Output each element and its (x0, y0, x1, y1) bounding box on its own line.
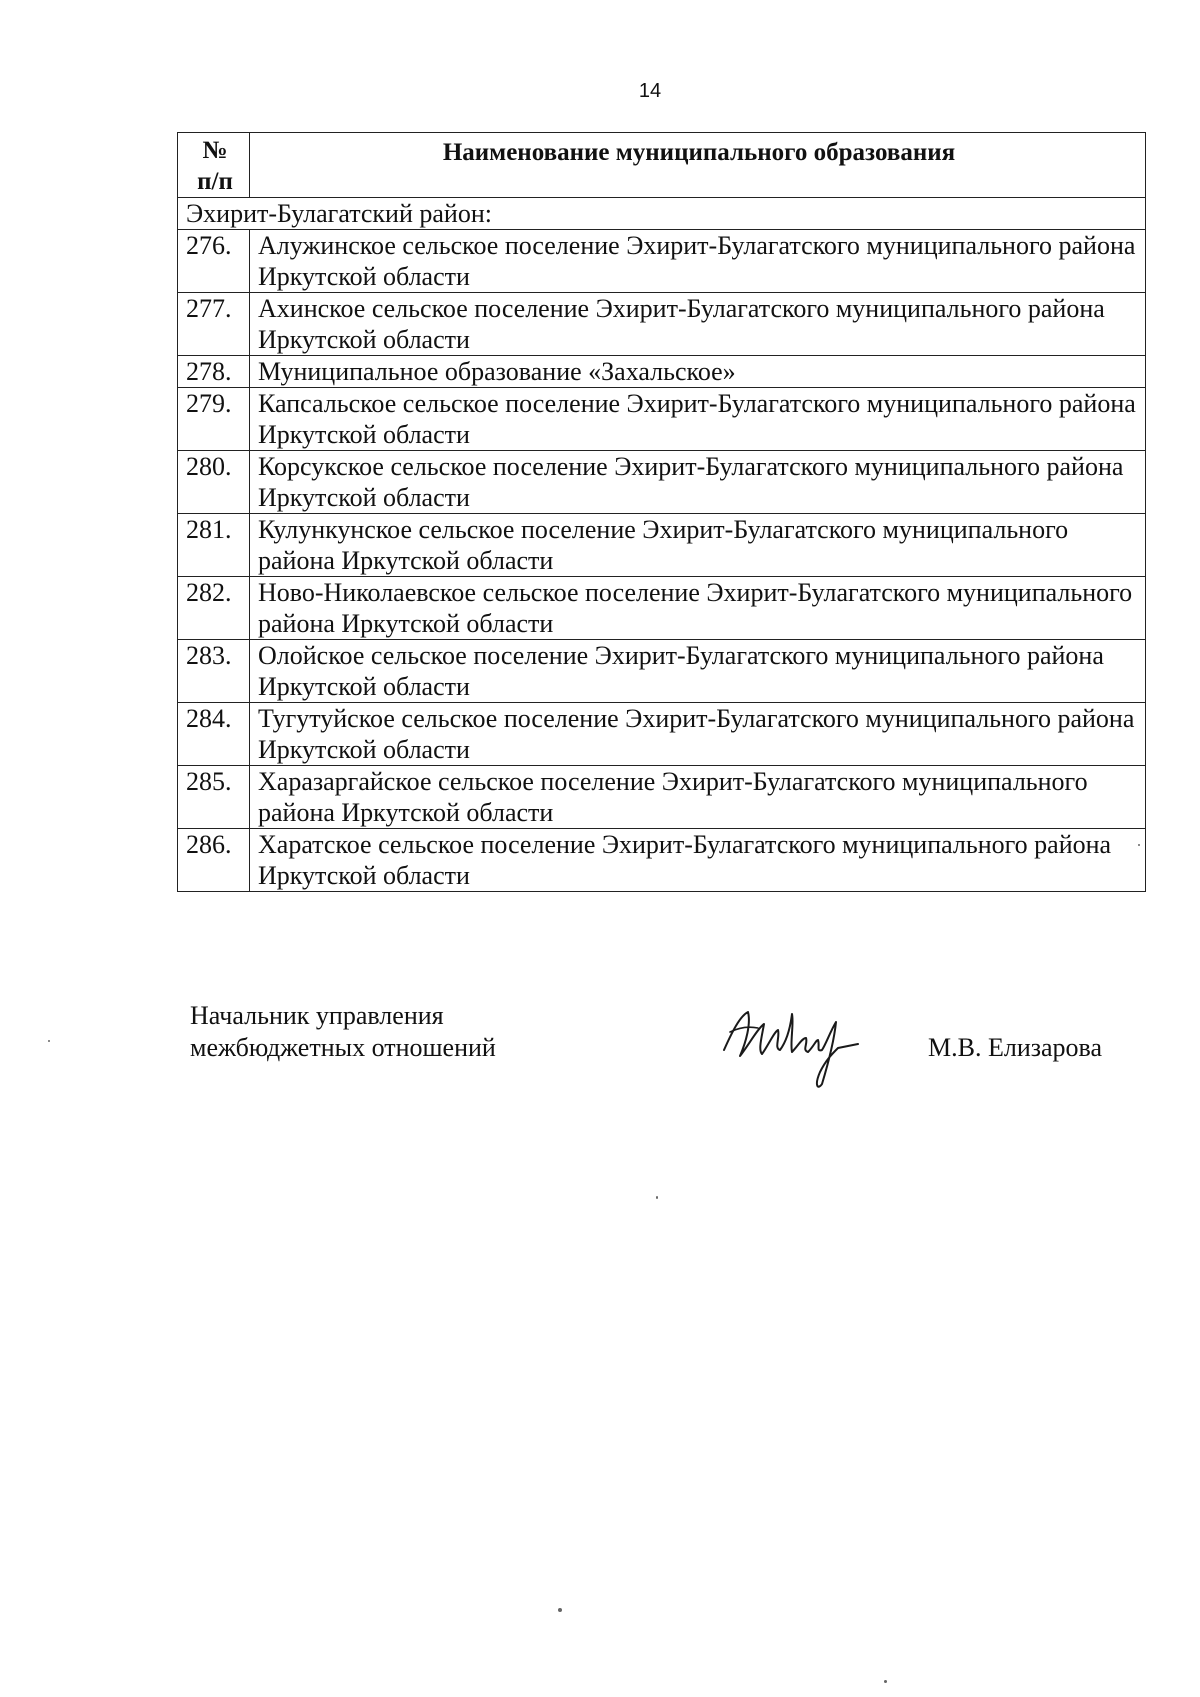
column-header-number-line1: № (202, 137, 228, 164)
row-number: 281. (178, 514, 250, 577)
row-municipality-name: Корсукское сельское поселение Эхирит-Булагатского муниципального района Иркутской области (250, 451, 1146, 514)
row-municipality-name: Муниципальное образование «Захальское» (250, 356, 1146, 388)
row-municipality-name: Олойское сельское поселение Эхирит-Булагатского муниципального района Иркутской области (250, 640, 1146, 703)
signer-title (190, 1000, 496, 1064)
table-row (178, 577, 1146, 640)
row-municipality-name: Ново-Николаевское сельское поселение Эхирит-Булагатского муниципального района Иркутской области (250, 577, 1146, 640)
section-row (178, 198, 1146, 230)
scan-speck (884, 1680, 887, 1683)
table-header-row (178, 133, 1146, 198)
table-row (178, 451, 1146, 514)
signer-name: М.В. Елизарова (928, 1033, 1103, 1062)
page-number: 14 (638, 80, 662, 102)
table-row (178, 766, 1146, 829)
row-municipality-name: Кулункунское сельское поселение Эхирит-Булагатского муниципального района Иркутской области (250, 514, 1146, 577)
row-number: 279. (178, 388, 250, 451)
row-number: 280. (178, 451, 250, 514)
table-row (178, 514, 1146, 577)
row-number: 285. (178, 766, 250, 829)
row-municipality-name: Капсальское сельское поселение Эхирит-Булагатского муниципального района Иркутской области (250, 388, 1146, 451)
table-row (178, 640, 1146, 703)
row-number: 282. (178, 577, 250, 640)
table-row (178, 703, 1146, 766)
table-row (178, 388, 1146, 451)
table-row (178, 230, 1146, 293)
scan-speck (558, 1608, 562, 1612)
signer-title-line2: межбюджетных отношений (190, 1033, 496, 1062)
row-number: 278. (178, 356, 250, 388)
row-number: 276. (178, 230, 250, 293)
table-row (178, 293, 1146, 356)
row-number: 283. (178, 640, 250, 703)
table-row (178, 356, 1146, 388)
signer-title-line1: Начальник управления (190, 1001, 444, 1030)
scan-speck (1138, 844, 1140, 846)
row-municipality-name: Харазаргайское сельское поселение Эхирит-Булагатского муниципального района Иркутской области (250, 766, 1146, 829)
row-municipality-name: Алужинское сельское поселение Эхирит-Булагатского муниципального района Иркутской области (250, 230, 1146, 293)
column-header-number (178, 133, 250, 198)
row-number: 277. (178, 293, 250, 356)
scan-speck (656, 1196, 658, 1199)
row-municipality-name: Ахинское сельское поселение Эхирит-Булагатского муниципального района Иркутской области (250, 293, 1146, 356)
handwritten-signature-icon (718, 1002, 868, 1092)
row-municipality-name: Тугутуйское сельское поселение Эхирит-Булагатского муниципального района Иркутской области (250, 703, 1146, 766)
row-number: 284. (178, 703, 250, 766)
row-number: 286. (178, 829, 250, 892)
scan-speck (48, 1040, 50, 1042)
table-row (178, 829, 1146, 892)
table-body (178, 198, 1146, 892)
municipalities-table (177, 132, 1146, 892)
signature-block (190, 1000, 1150, 1100)
section-title: Эхирит-Булагатский район: (178, 198, 1146, 230)
column-header-name: Наименование муниципального образования (250, 133, 1146, 198)
row-municipality-name: Харатское сельское поселение Эхирит-Булагатского муниципального района Иркутской области (250, 829, 1146, 892)
column-header-number-line2: п/п (197, 168, 233, 195)
